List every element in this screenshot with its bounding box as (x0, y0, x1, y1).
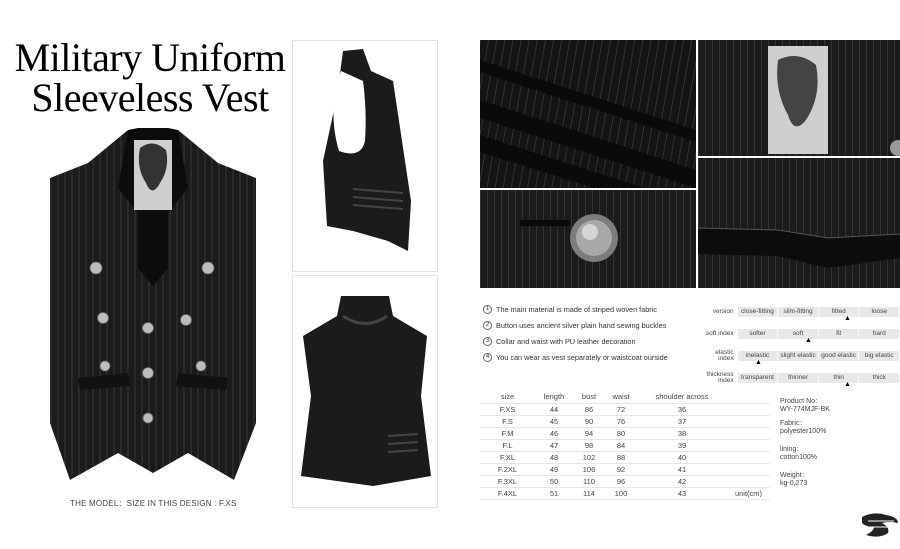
table-cell: 38 (637, 427, 727, 439)
table-cell: 43 (637, 487, 727, 499)
table-header-row (480, 391, 770, 403)
spec-option: thinner (778, 373, 818, 383)
brand-logo (860, 511, 900, 539)
button-illustration (480, 190, 696, 288)
feature-number: 1 (483, 305, 492, 314)
table-cell: F.2XL (480, 463, 535, 475)
spec-option: loose (859, 307, 899, 317)
product-info (780, 398, 830, 494)
table-cell: 88 (605, 451, 637, 463)
table-cell: 76 (605, 415, 637, 427)
spec-option: slight elastic (778, 351, 818, 361)
spec-option: softer (738, 329, 778, 339)
product-no-label: Product No： (780, 398, 823, 405)
selected-marker-icon: ▲ (755, 359, 762, 366)
product-title (0, 35, 300, 120)
table-cell: 44 (535, 403, 573, 415)
table-row (480, 463, 770, 475)
table-cell: 96 (605, 475, 637, 487)
spec-option: close-fitting (738, 307, 778, 317)
table-cell: 100 (605, 487, 637, 499)
table-cell: F.3XL (480, 475, 535, 487)
table-row (480, 427, 770, 439)
table-cell: F.XL (480, 451, 535, 463)
table-header: length (535, 391, 573, 403)
table-cell: 90 (573, 415, 605, 427)
weight-label: Weight： (780, 472, 809, 479)
table-cell: 45 (535, 415, 573, 427)
table-cell: 106 (573, 463, 605, 475)
spec-label: thickness index (706, 370, 734, 384)
table-row (480, 475, 770, 487)
table-cell: 92 (605, 463, 637, 475)
selected-marker-icon: ▲ (844, 381, 851, 388)
table-cell: 114 (573, 487, 605, 499)
spec-row-version (700, 301, 900, 323)
table-cell: 40 (637, 451, 727, 463)
table-cell: 86 (573, 403, 605, 415)
table-row (480, 451, 770, 463)
spec-option: thick (859, 373, 899, 383)
spec-index-chart (700, 301, 900, 389)
spec-option: hard (859, 329, 899, 339)
fabric-label: Fabric： (780, 420, 807, 427)
vest-side-illustration (293, 41, 437, 271)
detail-photo-button (480, 190, 696, 288)
spec-option: slim-fitting (778, 307, 818, 317)
feature-text: The main material is made of striped woven fabric (496, 304, 658, 314)
spec-option: soft (778, 329, 818, 339)
table-header: shoulder across (637, 391, 727, 403)
table-row (480, 403, 770, 415)
table-cell (727, 427, 770, 439)
table-cell: 37 (637, 415, 727, 427)
side-view-panel (292, 40, 438, 272)
feature-list (483, 301, 693, 365)
leather-strip-illustration (480, 40, 696, 188)
table-cell: 42 (637, 475, 727, 487)
list-item (483, 349, 693, 365)
feature-text: Button uses ancient silver plain hand sewing buckles (496, 320, 667, 330)
table-row (480, 415, 770, 427)
spec-label: soft index (705, 329, 734, 337)
spec-option: thin (819, 373, 859, 383)
table-cell: 72 (605, 403, 637, 415)
table-cell: F.S (480, 415, 535, 427)
table-cell: 102 (573, 451, 605, 463)
table-cell (727, 451, 770, 463)
table-cell: 47 (535, 439, 573, 451)
table-row (480, 439, 770, 451)
spec-option: fit (819, 329, 859, 339)
spec-option: inelastic (738, 351, 778, 361)
label-illustration (698, 40, 900, 156)
vest-front-photo (48, 128, 258, 488)
spec-option: transparent (738, 373, 778, 383)
weight-value: kg-0,273 (780, 480, 808, 487)
table-cell (727, 475, 770, 487)
fabric-value: polyester100% (780, 428, 827, 435)
spec-row-elastic (700, 345, 900, 367)
table-cell: 48 (535, 451, 573, 463)
table-cell: 49 (535, 463, 573, 475)
table-cell (727, 415, 770, 427)
spec-row-soft (700, 323, 900, 345)
unit-label: unit(cm) (727, 487, 770, 499)
brand-logo-icon (860, 511, 900, 539)
table-cell: 39 (637, 439, 727, 451)
table-cell: 84 (605, 439, 637, 451)
selected-marker-icon: ▲ (805, 337, 812, 344)
model-size-note: THE MODEL：SIZE IN THIS DESIGN : F.XS (70, 499, 237, 508)
spec-row-thickness (700, 367, 900, 389)
lining-label: lining： (780, 446, 804, 453)
spec-option: good elastic (819, 351, 859, 361)
vest-front-illustration (48, 128, 258, 488)
table-cell: 36 (637, 403, 727, 415)
table-cell: 80 (605, 427, 637, 439)
spec-label: version (712, 307, 734, 315)
selected-marker-icon: ▲ (844, 315, 851, 322)
feature-text: Collar and waist with PU leather decoration (496, 336, 636, 346)
size-chart-table (480, 391, 770, 500)
back-view-panel (292, 275, 438, 508)
table-cell (727, 463, 770, 475)
list-item (483, 317, 693, 333)
table-cell: F.4XL (480, 487, 535, 499)
pocket-illustration (698, 158, 900, 288)
table-cell: 98 (573, 439, 605, 451)
table-header: waist (605, 391, 637, 403)
detail-photo-leather-trim (480, 40, 696, 188)
table-cell: F.XS (480, 403, 535, 415)
table-header (727, 391, 770, 403)
lining-value: cotton100% (780, 454, 817, 461)
table-cell (727, 403, 770, 415)
vest-back-illustration (293, 276, 437, 507)
list-item (483, 333, 693, 349)
table-header: bust (573, 391, 605, 403)
table-cell: 110 (573, 475, 605, 487)
detail-photo-pocket (698, 158, 900, 288)
spec-label: elastic index (715, 348, 734, 362)
table-cell: F.L (480, 439, 535, 451)
title-line-2: Sleeveless Vest (31, 75, 269, 120)
list-item (483, 301, 693, 317)
feature-number: 4 (483, 353, 492, 362)
table-cell: 50 (535, 475, 573, 487)
table-cell: 41 (637, 463, 727, 475)
table-cell: 94 (573, 427, 605, 439)
table-cell: F.M (480, 427, 535, 439)
feature-text: You can wear as vest separately or waistcoat ourside (496, 352, 668, 362)
table-cell: 51 (535, 487, 573, 499)
spec-option: big elastic (859, 351, 899, 361)
table-cell: 46 (535, 427, 573, 439)
detail-photo-label (698, 40, 900, 156)
feature-number: 3 (483, 337, 492, 346)
spec-option: fitted (819, 307, 859, 317)
feature-number: 2 (483, 321, 492, 330)
table-header: size (480, 391, 535, 403)
title-line-1: Military Uniform (14, 35, 286, 80)
table-cell (727, 439, 770, 451)
table-row (480, 487, 770, 499)
product-no-value: WY-774MJF-BK (780, 406, 830, 413)
